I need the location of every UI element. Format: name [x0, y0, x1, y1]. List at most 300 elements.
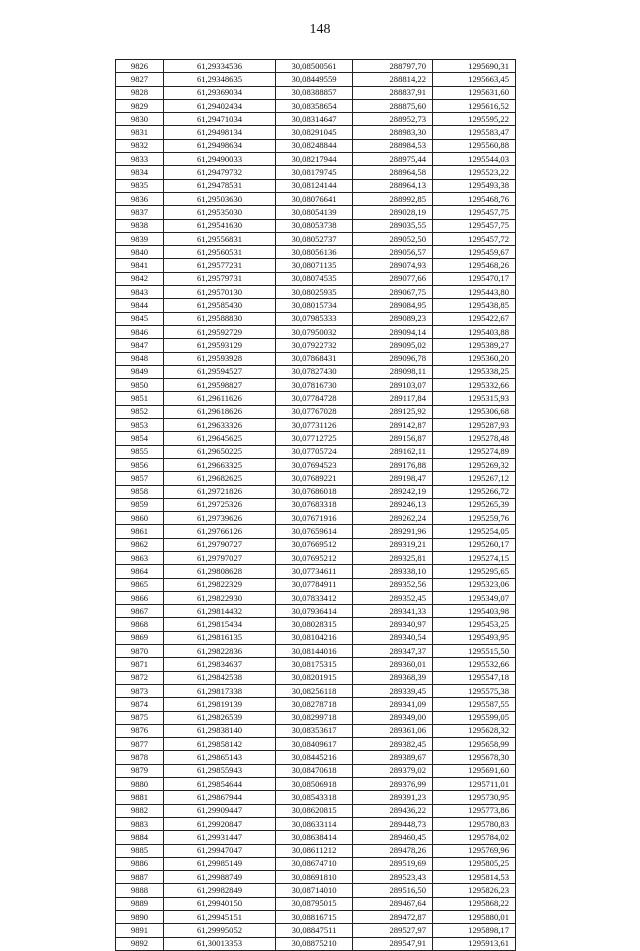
point-number-cell: 9836: [116, 192, 164, 205]
x-coordinate-cell: 289339,45: [353, 684, 433, 697]
longitude-cell: 30,08076641: [276, 192, 353, 205]
table-row: [116, 578, 516, 591]
x-coordinate-cell: 288975,44: [353, 153, 433, 166]
latitude-cell: 61,29618626: [164, 405, 276, 418]
point-number-cell: 9852: [116, 405, 164, 418]
table-row: [116, 259, 516, 272]
table-row: [116, 126, 516, 139]
point-number-cell: 9881: [116, 791, 164, 804]
table-row: [116, 498, 516, 511]
y-coordinate-cell: 1295595,22: [433, 113, 516, 126]
longitude-cell: 30,08691810: [276, 871, 353, 884]
point-number-cell: 9888: [116, 884, 164, 897]
table-row: [116, 844, 516, 857]
longitude-cell: 30,08074535: [276, 272, 353, 285]
point-number-cell: 9855: [116, 445, 164, 458]
point-number-cell: 9857: [116, 472, 164, 485]
table-row: [116, 272, 516, 285]
x-coordinate-cell: 289291,96: [353, 525, 433, 538]
point-number-cell: 9885: [116, 844, 164, 857]
table-row: [116, 206, 516, 219]
latitude-cell: 61,29797027: [164, 551, 276, 564]
x-coordinate-cell: 288875,60: [353, 99, 433, 112]
coordinates-table: [115, 59, 516, 951]
latitude-cell: 61,29867944: [164, 791, 276, 804]
point-number-cell: 9877: [116, 738, 164, 751]
table-row: [116, 73, 516, 86]
latitude-cell: 61,29503630: [164, 192, 276, 205]
y-coordinate-cell: 1295805,25: [433, 857, 516, 870]
point-number-cell: 9889: [116, 897, 164, 910]
y-coordinate-cell: 1295616,52: [433, 99, 516, 112]
latitude-cell: 61,29826539: [164, 711, 276, 724]
latitude-cell: 61,29931447: [164, 831, 276, 844]
y-coordinate-cell: 1295628,32: [433, 724, 516, 737]
longitude-cell: 30,08314647: [276, 113, 353, 126]
longitude-cell: 30,07985333: [276, 312, 353, 325]
latitude-cell: 61,29334536: [164, 60, 276, 73]
point-number-cell: 9873: [116, 684, 164, 697]
x-coordinate-cell: 289340,54: [353, 631, 433, 644]
x-coordinate-cell: 289382,45: [353, 738, 433, 751]
x-coordinate-cell: 288992,85: [353, 192, 433, 205]
longitude-cell: 30,08795015: [276, 897, 353, 910]
latitude-cell: 61,29858142: [164, 738, 276, 751]
latitude-cell: 61,29579731: [164, 272, 276, 285]
table-row: [116, 139, 516, 152]
x-coordinate-cell: 289448,73: [353, 817, 433, 830]
latitude-cell: 61,29842538: [164, 671, 276, 684]
longitude-cell: 30,07705724: [276, 445, 353, 458]
table-row: [116, 166, 516, 179]
longitude-cell: 30,08633114: [276, 817, 353, 830]
longitude-cell: 30,08409617: [276, 738, 353, 751]
longitude-cell: 30,08714010: [276, 884, 353, 897]
longitude-cell: 30,07671916: [276, 512, 353, 525]
longitude-cell: 30,08179745: [276, 166, 353, 179]
x-coordinate-cell: 289379,02: [353, 764, 433, 777]
latitude-cell: 61,29663325: [164, 458, 276, 471]
y-coordinate-cell: 1295403,98: [433, 605, 516, 618]
latitude-cell: 61,29817338: [164, 684, 276, 697]
longitude-cell: 30,07669512: [276, 538, 353, 551]
point-number-cell: 9858: [116, 485, 164, 498]
table-row: [116, 192, 516, 205]
y-coordinate-cell: 1295898,17: [433, 924, 516, 937]
table-row: [116, 379, 516, 392]
y-coordinate-cell: 1295457,75: [433, 206, 516, 219]
longitude-cell: 30,08028315: [276, 618, 353, 631]
longitude-cell: 30,07734611: [276, 565, 353, 578]
x-coordinate-cell: 289523,43: [353, 871, 433, 884]
table-row: [116, 897, 516, 910]
latitude-cell: 61,29819139: [164, 698, 276, 711]
table-row: [116, 419, 516, 432]
x-coordinate-cell: 289478,26: [353, 844, 433, 857]
longitude-cell: 30,07816730: [276, 379, 353, 392]
y-coordinate-cell: 1295470,17: [433, 272, 516, 285]
point-number-cell: 9838: [116, 219, 164, 232]
longitude-cell: 30,07731126: [276, 419, 353, 432]
table-row: [116, 871, 516, 884]
point-number-cell: 9849: [116, 365, 164, 378]
x-coordinate-cell: 288814,22: [353, 73, 433, 86]
longitude-cell: 30,08054139: [276, 206, 353, 219]
x-coordinate-cell: 289246,13: [353, 498, 433, 511]
y-coordinate-cell: 1295306,68: [433, 405, 516, 418]
point-number-cell: 9845: [116, 312, 164, 325]
longitude-cell: 30,07784911: [276, 578, 353, 591]
point-number-cell: 9874: [116, 698, 164, 711]
x-coordinate-cell: 289519,69: [353, 857, 433, 870]
latitude-cell: 61,29854644: [164, 778, 276, 791]
point-number-cell: 9876: [116, 724, 164, 737]
point-number-cell: 9875: [116, 711, 164, 724]
longitude-cell: 30,08052737: [276, 232, 353, 245]
point-number-cell: 9847: [116, 339, 164, 352]
latitude-cell: 61,29498634: [164, 139, 276, 152]
point-number-cell: 9886: [116, 857, 164, 870]
longitude-cell: 30,07683318: [276, 498, 353, 511]
point-number-cell: 9866: [116, 591, 164, 604]
x-coordinate-cell: 289084,95: [353, 299, 433, 312]
latitude-cell: 61,29822836: [164, 645, 276, 658]
latitude-cell: 61,29766126: [164, 525, 276, 538]
table-row: [116, 219, 516, 232]
longitude-cell: 30,08217944: [276, 153, 353, 166]
y-coordinate-cell: 1295274,15: [433, 551, 516, 564]
point-number-cell: 9872: [116, 671, 164, 684]
table-row: [116, 286, 516, 299]
latitude-cell: 61,29940150: [164, 897, 276, 910]
x-coordinate-cell: 288837,91: [353, 86, 433, 99]
table-row: [116, 817, 516, 830]
point-number-cell: 9871: [116, 658, 164, 671]
y-coordinate-cell: 1295453,25: [433, 618, 516, 631]
latitude-cell: 61,29945151: [164, 911, 276, 924]
point-number-cell: 9882: [116, 804, 164, 817]
latitude-cell: 61,29995052: [164, 924, 276, 937]
longitude-cell: 30,08611212: [276, 844, 353, 857]
point-number-cell: 9831: [116, 126, 164, 139]
point-number-cell: 9830: [116, 113, 164, 126]
latitude-cell: 61,29588830: [164, 312, 276, 325]
table-row: [116, 392, 516, 405]
y-coordinate-cell: 1295583,47: [433, 126, 516, 139]
table-row: [116, 512, 516, 525]
point-number-cell: 9861: [116, 525, 164, 538]
x-coordinate-cell: 289352,56: [353, 578, 433, 591]
longitude-cell: 30,07695212: [276, 551, 353, 564]
latitude-cell: 61,29402434: [164, 99, 276, 112]
x-coordinate-cell: 289472,87: [353, 911, 433, 924]
x-coordinate-cell: 289368,39: [353, 671, 433, 684]
table-row: [116, 711, 516, 724]
table-row: [116, 565, 516, 578]
y-coordinate-cell: 1295658,99: [433, 738, 516, 751]
y-coordinate-cell: 1295349,07: [433, 591, 516, 604]
y-coordinate-cell: 1295459,67: [433, 246, 516, 259]
longitude-cell: 30,07868431: [276, 352, 353, 365]
table-row: [116, 911, 516, 924]
table-row: [116, 365, 516, 378]
y-coordinate-cell: 1295278,48: [433, 432, 516, 445]
latitude-cell: 61,29633326: [164, 419, 276, 432]
x-coordinate-cell: 288964,13: [353, 179, 433, 192]
point-number-cell: 9833: [116, 153, 164, 166]
x-coordinate-cell: 289325,81: [353, 551, 433, 564]
longitude-cell: 30,08104216: [276, 631, 353, 644]
table-row: [116, 525, 516, 538]
point-number-cell: 9859: [116, 498, 164, 511]
latitude-cell: 61,29490033: [164, 153, 276, 166]
x-coordinate-cell: 289095,02: [353, 339, 433, 352]
point-number-cell: 9880: [116, 778, 164, 791]
table-row: [116, 179, 516, 192]
x-coordinate-cell: 289338,10: [353, 565, 433, 578]
x-coordinate-cell: 289352,45: [353, 591, 433, 604]
y-coordinate-cell: 1295254,05: [433, 525, 516, 538]
latitude-cell: 61,29570130: [164, 286, 276, 299]
longitude-cell: 30,08175315: [276, 658, 353, 671]
table-row: [116, 831, 516, 844]
longitude-cell: 30,07833412: [276, 591, 353, 604]
x-coordinate-cell: 289262,24: [353, 512, 433, 525]
y-coordinate-cell: 1295457,72: [433, 232, 516, 245]
y-coordinate-cell: 1295690,31: [433, 60, 516, 73]
x-coordinate-cell: 289360,01: [353, 658, 433, 671]
x-coordinate-cell: 289341,09: [353, 698, 433, 711]
point-number-cell: 9842: [116, 272, 164, 285]
table-row: [116, 472, 516, 485]
longitude-cell: 30,07784728: [276, 392, 353, 405]
y-coordinate-cell: 1295438,85: [433, 299, 516, 312]
table-row: [116, 591, 516, 604]
y-coordinate-cell: 1295360,20: [433, 352, 516, 365]
longitude-cell: 30,08025935: [276, 286, 353, 299]
longitude-cell: 30,08620815: [276, 804, 353, 817]
longitude-cell: 30,08358654: [276, 99, 353, 112]
y-coordinate-cell: 1295711,01: [433, 778, 516, 791]
page-number: 148: [309, 22, 331, 37]
latitude-cell: 61,29611626: [164, 392, 276, 405]
y-coordinate-cell: 1295730,95: [433, 791, 516, 804]
latitude-cell: 61,29348635: [164, 73, 276, 86]
longitude-cell: 30,08278718: [276, 698, 353, 711]
longitude-cell: 30,08875210: [276, 937, 353, 950]
y-coordinate-cell: 1295266,72: [433, 485, 516, 498]
x-coordinate-cell: 289347,37: [353, 645, 433, 658]
table-row: [116, 445, 516, 458]
table-row: [116, 246, 516, 259]
latitude-cell: 61,29645625: [164, 432, 276, 445]
x-coordinate-cell: 289052,50: [353, 232, 433, 245]
x-coordinate-cell: 289341,33: [353, 605, 433, 618]
y-coordinate-cell: 1295468,26: [433, 259, 516, 272]
point-number-cell: 9853: [116, 419, 164, 432]
table-row: [116, 857, 516, 870]
table-row: [116, 631, 516, 644]
y-coordinate-cell: 1295260,17: [433, 538, 516, 551]
y-coordinate-cell: 1295403,88: [433, 325, 516, 338]
y-coordinate-cell: 1295631,60: [433, 86, 516, 99]
latitude-cell: 61,29592729: [164, 325, 276, 338]
x-coordinate-cell: 288952,73: [353, 113, 433, 126]
y-coordinate-cell: 1295267,12: [433, 472, 516, 485]
longitude-cell: 30,08816715: [276, 911, 353, 924]
latitude-cell: 61,29479732: [164, 166, 276, 179]
latitude-cell: 61,29498134: [164, 126, 276, 139]
x-coordinate-cell: 289074,93: [353, 259, 433, 272]
latitude-cell: 61,29816135: [164, 631, 276, 644]
y-coordinate-cell: 1295265,39: [433, 498, 516, 511]
latitude-cell: 61,29988749: [164, 871, 276, 884]
point-number-cell: 9837: [116, 206, 164, 219]
x-coordinate-cell: 289547,91: [353, 937, 433, 950]
point-number-cell: 9868: [116, 618, 164, 631]
table-row: [116, 538, 516, 551]
point-number-cell: 9841: [116, 259, 164, 272]
y-coordinate-cell: 1295269,32: [433, 458, 516, 471]
longitude-cell: 30,08071135: [276, 259, 353, 272]
latitude-cell: 61,29471034: [164, 113, 276, 126]
point-number-cell: 9828: [116, 86, 164, 99]
point-number-cell: 9864: [116, 565, 164, 578]
latitude-cell: 61,29790727: [164, 538, 276, 551]
x-coordinate-cell: 289516,50: [353, 884, 433, 897]
longitude-cell: 30,07686018: [276, 485, 353, 498]
longitude-cell: 30,07936414: [276, 605, 353, 618]
table-row: [116, 778, 516, 791]
point-number-cell: 9829: [116, 99, 164, 112]
table-row: [116, 884, 516, 897]
table-row: [116, 352, 516, 365]
y-coordinate-cell: 1295443,80: [433, 286, 516, 299]
latitude-cell: 61,29725326: [164, 498, 276, 511]
point-number-cell: 9890: [116, 911, 164, 924]
latitude-cell: 61,29650225: [164, 445, 276, 458]
table-row: [116, 738, 516, 751]
y-coordinate-cell: 1295913,61: [433, 937, 516, 950]
x-coordinate-cell: 289198,47: [353, 472, 433, 485]
longitude-cell: 30,08144016: [276, 645, 353, 658]
table-row: [116, 724, 516, 737]
table-row: [116, 232, 516, 245]
x-coordinate-cell: 289089,23: [353, 312, 433, 325]
x-coordinate-cell: 289242,19: [353, 485, 433, 498]
table-row: [116, 299, 516, 312]
table-row: [116, 432, 516, 445]
point-number-cell: 9832: [116, 139, 164, 152]
longitude-cell: 30,07827430: [276, 365, 353, 378]
y-coordinate-cell: 1295332,66: [433, 379, 516, 392]
x-coordinate-cell: 289067,75: [353, 286, 433, 299]
latitude-cell: 61,29721826: [164, 485, 276, 498]
y-coordinate-cell: 1295493,95: [433, 631, 516, 644]
table-row: [116, 684, 516, 697]
longitude-cell: 30,08470618: [276, 764, 353, 777]
longitude-cell: 30,08638414: [276, 831, 353, 844]
y-coordinate-cell: 1295532,66: [433, 658, 516, 671]
y-coordinate-cell: 1295868,22: [433, 897, 516, 910]
latitude-cell: 61,29834637: [164, 658, 276, 671]
table-row: [116, 485, 516, 498]
point-number-cell: 9850: [116, 379, 164, 392]
point-number-cell: 9834: [116, 166, 164, 179]
latitude-cell: 61,29838140: [164, 724, 276, 737]
x-coordinate-cell: 289028,19: [353, 206, 433, 219]
table-row: [116, 751, 516, 764]
latitude-cell: 61,29947047: [164, 844, 276, 857]
latitude-cell: 61,29560531: [164, 246, 276, 259]
longitude-cell: 30,08449559: [276, 73, 353, 86]
point-number-cell: 9892: [116, 937, 164, 950]
longitude-cell: 30,07689221: [276, 472, 353, 485]
x-coordinate-cell: 289376,99: [353, 778, 433, 791]
longitude-cell: 30,08674710: [276, 857, 353, 870]
latitude-cell: 61,29822930: [164, 591, 276, 604]
longitude-cell: 30,08124144: [276, 179, 353, 192]
table-row: [116, 671, 516, 684]
point-number-cell: 9826: [116, 60, 164, 73]
table-row: [116, 113, 516, 126]
point-number-cell: 9860: [116, 512, 164, 525]
point-number-cell: 9863: [116, 551, 164, 564]
table-row: [116, 937, 516, 950]
point-number-cell: 9854: [116, 432, 164, 445]
latitude-cell: 61,29369034: [164, 86, 276, 99]
longitude-cell: 30,08299718: [276, 711, 353, 724]
y-coordinate-cell: 1295389,27: [433, 339, 516, 352]
table-row: [116, 153, 516, 166]
x-coordinate-cell: 289361,06: [353, 724, 433, 737]
y-coordinate-cell: 1295468,76: [433, 192, 516, 205]
x-coordinate-cell: 289467,64: [353, 897, 433, 910]
longitude-cell: 30,07767028: [276, 405, 353, 418]
y-coordinate-cell: 1295587,55: [433, 698, 516, 711]
point-number-cell: 9835: [116, 179, 164, 192]
point-number-cell: 9843: [116, 286, 164, 299]
point-number-cell: 9891: [116, 924, 164, 937]
y-coordinate-cell: 1295599,05: [433, 711, 516, 724]
longitude-cell: 30,08291045: [276, 126, 353, 139]
y-coordinate-cell: 1295691,60: [433, 764, 516, 777]
latitude-cell: 61,29593928: [164, 352, 276, 365]
x-coordinate-cell: 289056,57: [353, 246, 433, 259]
table-row: [116, 405, 516, 418]
y-coordinate-cell: 1295780,83: [433, 817, 516, 830]
x-coordinate-cell: 289319,21: [353, 538, 433, 551]
y-coordinate-cell: 1295295,65: [433, 565, 516, 578]
x-coordinate-cell: 289389,67: [353, 751, 433, 764]
latitude-cell: 61,29815434: [164, 618, 276, 631]
longitude-cell: 30,08353617: [276, 724, 353, 737]
x-coordinate-cell: 289527,97: [353, 924, 433, 937]
point-number-cell: 9827: [116, 73, 164, 86]
y-coordinate-cell: 1295457,75: [433, 219, 516, 232]
table-row: [116, 791, 516, 804]
table-row: [116, 325, 516, 338]
table-row: [116, 698, 516, 711]
point-number-cell: 9867: [116, 605, 164, 618]
longitude-cell: 30,08201915: [276, 671, 353, 684]
y-coordinate-cell: 1295880,01: [433, 911, 516, 924]
latitude-cell: 61,29814432: [164, 605, 276, 618]
x-coordinate-cell: 289349,00: [353, 711, 433, 724]
latitude-cell: 61,29585430: [164, 299, 276, 312]
x-coordinate-cell: 289094,14: [353, 325, 433, 338]
point-number-cell: 9846: [116, 325, 164, 338]
